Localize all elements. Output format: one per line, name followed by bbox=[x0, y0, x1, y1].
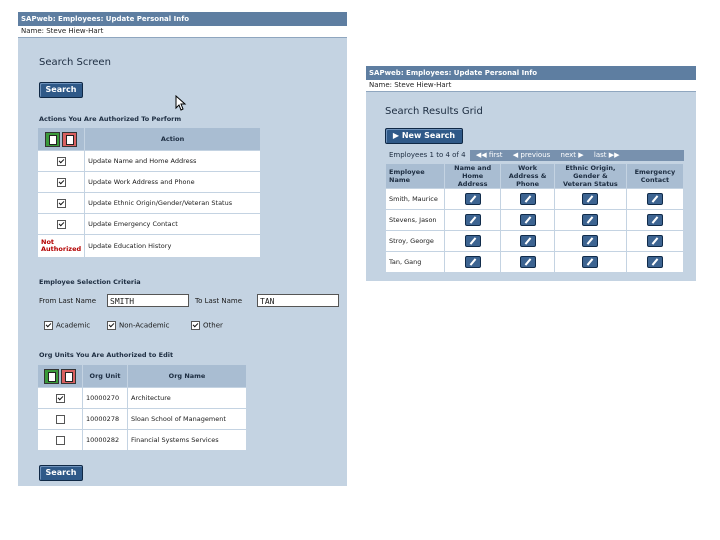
employee-name-cell: Stroy, George bbox=[386, 231, 445, 252]
org-checkbox[interactable] bbox=[56, 415, 65, 424]
user-name-line: Name: Steve Hiew-Hart bbox=[18, 26, 347, 38]
search-results-table bbox=[385, 163, 684, 273]
edit-pencil-icon[interactable] bbox=[520, 256, 536, 268]
last-icon: ▶▶ bbox=[608, 151, 620, 159]
select-all-header bbox=[38, 128, 85, 151]
action-checkbox[interactable] bbox=[57, 157, 66, 166]
window-title: SAPweb: Employees: Update Personal Info bbox=[366, 66, 696, 80]
edit-pencil-icon[interactable] bbox=[647, 256, 663, 268]
actions-section-header: Actions You Are Authorized To Perform bbox=[39, 115, 182, 123]
org-section-header: Org Units You Are Authorized to Edit bbox=[39, 351, 174, 359]
org-unit-cell: 10000278 bbox=[83, 409, 128, 430]
table-row bbox=[38, 235, 261, 258]
action-column-header: Action bbox=[85, 128, 261, 151]
col-employee-name: Employee Name bbox=[386, 164, 445, 189]
org-name-cell: Financial Systems Services bbox=[128, 430, 247, 451]
next-icon: ▶ bbox=[578, 151, 584, 159]
edit-pencil-icon[interactable] bbox=[465, 256, 481, 268]
table-row bbox=[38, 430, 247, 451]
table-row bbox=[386, 210, 684, 231]
action-label: Update Emergency Contact bbox=[85, 214, 261, 235]
academic-checkbox[interactable] bbox=[44, 321, 53, 330]
new-search-button[interactable] bbox=[385, 128, 463, 144]
non-academic-option[interactable] bbox=[107, 321, 170, 330]
edit-pencil-icon[interactable] bbox=[582, 193, 598, 205]
other-checkbox[interactable] bbox=[191, 321, 200, 330]
last-page-link[interactable]: last ▶▶ bbox=[593, 151, 620, 159]
from-last-name-label: From Last Name bbox=[39, 297, 97, 305]
to-last-name-label: To Last Name bbox=[195, 297, 243, 305]
employee-name-cell: Tan, Gang bbox=[386, 252, 445, 273]
org-name-column-header: Org Name bbox=[128, 365, 247, 388]
from-last-name-input[interactable]: SMITH bbox=[107, 294, 189, 307]
page-title: Search Results Grid bbox=[385, 106, 483, 117]
action-label: Update Ethnic Origin/Gender/Veteran Status bbox=[85, 193, 261, 214]
table-row bbox=[386, 189, 684, 210]
action-checkbox[interactable] bbox=[57, 178, 66, 187]
next-page-link[interactable]: next ▶ bbox=[560, 151, 584, 159]
org-unit-cell: 10000270 bbox=[83, 388, 128, 409]
page-title: Search Screen bbox=[39, 57, 111, 68]
table-row bbox=[38, 193, 261, 214]
deselect-all-icon[interactable] bbox=[62, 132, 77, 147]
employee-name-cell: Smith, Maurice bbox=[386, 189, 445, 210]
criteria-section-header: Employee Selection Criteria bbox=[39, 278, 141, 286]
edit-pencil-icon[interactable] bbox=[582, 214, 598, 226]
table-row bbox=[38, 151, 261, 172]
play-icon: ▶ bbox=[392, 131, 400, 140]
org-checkbox[interactable] bbox=[56, 394, 65, 403]
edit-pencil-icon[interactable] bbox=[520, 214, 536, 226]
action-label: Update Education History bbox=[85, 235, 261, 258]
non-academic-checkbox[interactable] bbox=[107, 321, 116, 330]
previous-icon: ◀ bbox=[512, 151, 519, 159]
first-page-link[interactable]: ◀◀ first bbox=[475, 151, 503, 159]
org-name-cell: Sloan School of Management bbox=[128, 409, 247, 430]
edit-pencil-icon[interactable] bbox=[582, 235, 598, 247]
academic-label: Academic bbox=[56, 321, 91, 330]
table-row bbox=[38, 214, 261, 235]
user-name-line: Name: Steve Hiew-Hart bbox=[366, 80, 696, 92]
other-label: Other bbox=[203, 321, 223, 330]
edit-pencil-icon[interactable] bbox=[647, 214, 663, 226]
to-last-name-input[interactable]: TAN bbox=[257, 294, 339, 307]
edit-pencil-icon[interactable] bbox=[465, 214, 481, 226]
edit-pencil-icon[interactable] bbox=[582, 256, 598, 268]
select-all-icon[interactable] bbox=[45, 132, 60, 147]
org-unit-cell: 10000282 bbox=[83, 430, 128, 451]
action-checkbox[interactable] bbox=[57, 220, 66, 229]
window-title: SAPweb: Employees: Update Personal Info bbox=[18, 12, 347, 26]
edit-pencil-icon[interactable] bbox=[647, 235, 663, 247]
action-checkbox[interactable] bbox=[57, 199, 66, 208]
actions-table bbox=[37, 127, 261, 258]
non-academic-label: Non-Academic bbox=[119, 321, 170, 330]
action-label: Update Work Address and Phone bbox=[85, 172, 261, 193]
org-select-all-header bbox=[38, 365, 83, 388]
edit-pencil-icon[interactable] bbox=[647, 193, 663, 205]
table-row bbox=[38, 409, 247, 430]
result-count: Employees 1 to 4 of 4 bbox=[385, 150, 470, 161]
deselect-all-icon[interactable] bbox=[61, 369, 76, 384]
action-label: Update Name and Home Address bbox=[85, 151, 261, 172]
employee-name-cell: Stevens, Jason bbox=[386, 210, 445, 231]
org-unit-column-header: Org Unit bbox=[83, 365, 128, 388]
col-name-home-address: Name and Home Address bbox=[445, 164, 501, 189]
edit-pencil-icon[interactable] bbox=[465, 193, 481, 205]
previous-page-link[interactable]: ◀ previous bbox=[512, 151, 551, 159]
select-all-icon[interactable] bbox=[44, 369, 59, 384]
col-work-address-phone: Work Address & Phone bbox=[501, 164, 555, 189]
table-row bbox=[386, 252, 684, 273]
table-row bbox=[386, 231, 684, 252]
org-checkbox[interactable] bbox=[56, 436, 65, 445]
mouse-pointer-icon bbox=[175, 95, 187, 111]
other-option[interactable] bbox=[191, 321, 223, 330]
pagination-bar bbox=[385, 150, 684, 161]
search-button-bottom[interactable]: Search bbox=[39, 465, 83, 481]
edit-pencil-icon[interactable] bbox=[520, 193, 536, 205]
col-emergency-contact: Emergency Contact bbox=[626, 164, 683, 189]
search-button-top[interactable]: Search bbox=[39, 82, 83, 98]
academic-option[interactable] bbox=[44, 321, 90, 330]
search-screen-window bbox=[18, 12, 347, 486]
org-name-cell: Architecture bbox=[128, 388, 247, 409]
edit-pencil-icon[interactable] bbox=[520, 235, 536, 247]
col-ethnic-gender-veteran: Ethnic Origin, Gender & Veteran Status bbox=[554, 164, 626, 189]
new-search-label: New Search bbox=[401, 131, 456, 140]
table-row bbox=[38, 172, 261, 193]
edit-pencil-icon[interactable] bbox=[465, 235, 481, 247]
not-authorized-status: Not Authorized bbox=[38, 235, 85, 258]
search-results-window bbox=[366, 66, 696, 281]
table-row bbox=[38, 388, 247, 409]
first-icon: ◀◀ bbox=[475, 151, 487, 159]
org-units-table bbox=[37, 364, 247, 451]
